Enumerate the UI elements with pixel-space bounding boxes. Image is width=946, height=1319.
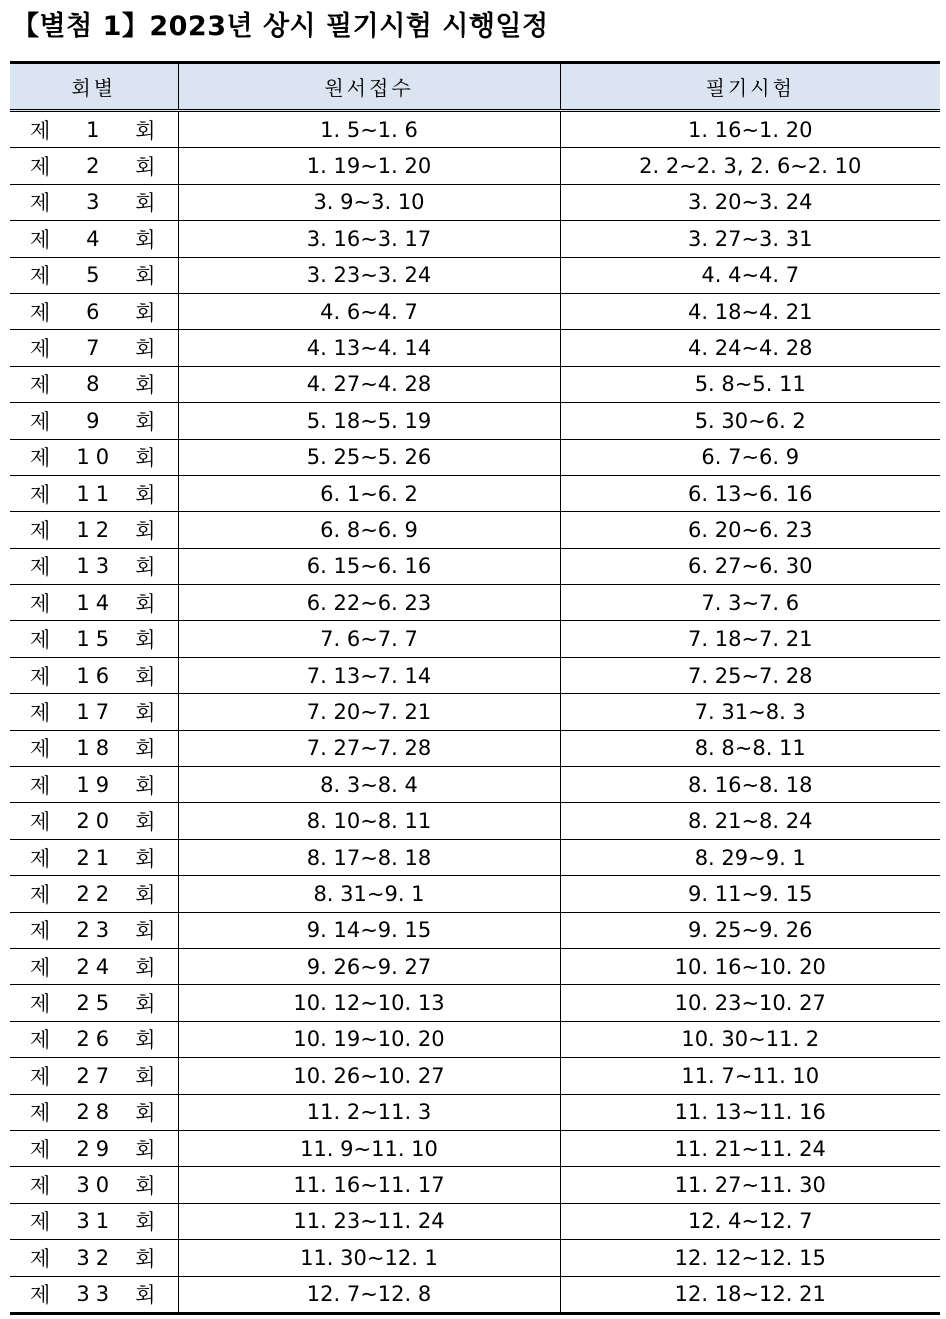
round-prefix: 제 [30, 1101, 51, 1126]
round-suffix: 회 [135, 919, 156, 944]
application-period-cell: 6. 22∼6. 23 [178, 585, 560, 621]
application-period-cell: 3. 9∼3. 10 [178, 184, 560, 220]
round-number: 15 [76, 627, 116, 652]
exam-period-cell: 10. 30∼11. 2 [560, 1021, 940, 1057]
round-cell [10, 403, 178, 439]
round-cell [10, 1058, 178, 1094]
exam-period-cell: 11. 13∼11. 16 [560, 1094, 940, 1130]
round-number: 29 [76, 1136, 116, 1161]
round-cell [10, 1130, 178, 1166]
round-number: 14 [76, 590, 116, 615]
exam-period-cell: 5. 30∼6. 2 [560, 403, 940, 439]
round-prefix: 제 [30, 664, 51, 689]
table-row [10, 184, 940, 220]
round-suffix: 회 [135, 773, 156, 798]
application-period-cell: 7. 6∼7. 7 [178, 621, 560, 657]
round-prefix: 제 [30, 227, 51, 252]
round-prefix: 제 [30, 773, 51, 798]
round-suffix: 회 [135, 337, 156, 362]
round-suffix: 회 [135, 1064, 156, 1089]
application-period-cell: 3. 23∼3. 24 [178, 257, 560, 293]
application-period-cell: 1. 5∼1. 6 [178, 111, 560, 148]
table-row [10, 221, 940, 257]
round-cell [10, 621, 178, 657]
round-suffix: 회 [135, 227, 156, 252]
table-row [10, 876, 940, 912]
application-period-cell: 11. 2∼11. 3 [178, 1094, 560, 1130]
round-suffix: 회 [135, 118, 156, 143]
exam-period-cell: 9. 25∼9. 26 [560, 912, 940, 948]
round-number: 33 [76, 1282, 116, 1307]
round-suffix: 회 [135, 409, 156, 434]
round-prefix: 제 [30, 482, 51, 507]
round-number: 3 [86, 190, 106, 215]
table-row [10, 1094, 940, 1130]
application-period-cell: 4. 27∼4. 28 [178, 366, 560, 402]
round-number: 7 [86, 336, 106, 361]
application-period-cell: 1. 19∼1. 20 [178, 148, 560, 184]
table-row [10, 1276, 940, 1313]
round-number: 17 [76, 699, 116, 724]
round-number: 20 [76, 809, 116, 834]
round-prefix: 제 [30, 846, 51, 871]
exam-period-cell: 5. 8∼5. 11 [560, 366, 940, 402]
table-row [10, 1167, 940, 1203]
exam-period-cell: 1. 16∼1. 20 [560, 111, 940, 148]
application-period-cell: 6. 15∼6. 16 [178, 548, 560, 584]
round-suffix: 회 [135, 700, 156, 725]
table-row [10, 475, 940, 511]
round-cell [10, 1203, 178, 1239]
round-prefix: 제 [30, 1283, 51, 1308]
round-suffix: 회 [135, 664, 156, 689]
round-number: 28 [76, 1100, 116, 1125]
exam-period-cell: 3. 20∼3. 24 [560, 184, 940, 220]
exam-period-cell: 6. 20∼6. 23 [560, 512, 940, 548]
exam-period-cell: 6. 7∼6. 9 [560, 439, 940, 475]
exam-period-cell: 7. 25∼7. 28 [560, 657, 940, 693]
round-prefix: 제 [30, 992, 51, 1017]
application-period-cell: 4. 6∼4. 7 [178, 293, 560, 329]
round-cell [10, 148, 178, 184]
round-prefix: 제 [30, 118, 51, 143]
application-period-cell: 12. 7∼12. 8 [178, 1276, 560, 1313]
application-period-cell: 7. 13∼7. 14 [178, 657, 560, 693]
round-number: 18 [76, 736, 116, 761]
round-cell [10, 475, 178, 511]
round-cell [10, 876, 178, 912]
round-suffix: 회 [135, 1137, 156, 1162]
round-suffix: 회 [135, 1174, 156, 1199]
round-prefix: 제 [30, 955, 51, 980]
round-number: 21 [76, 845, 116, 870]
table-row [10, 1058, 940, 1094]
round-number: 27 [76, 1063, 116, 1088]
table-row [10, 621, 940, 657]
header-exam: 필기시험 [560, 63, 940, 111]
round-suffix: 회 [135, 555, 156, 580]
application-period-cell: 8. 3∼8. 4 [178, 767, 560, 803]
application-period-cell: 9. 14∼9. 15 [178, 912, 560, 948]
round-number: 32 [76, 1245, 116, 1270]
application-period-cell: 8. 10∼8. 11 [178, 803, 560, 839]
round-cell [10, 839, 178, 875]
round-suffix: 회 [135, 628, 156, 653]
exam-period-cell: 4. 24∼4. 28 [560, 330, 940, 366]
round-cell [10, 1021, 178, 1057]
round-prefix: 제 [30, 810, 51, 835]
round-prefix: 제 [30, 300, 51, 325]
exam-period-cell: 7. 31∼8. 3 [560, 694, 940, 730]
exam-period-cell: 8. 21∼8. 24 [560, 803, 940, 839]
round-suffix: 회 [135, 264, 156, 289]
round-prefix: 제 [30, 264, 51, 289]
round-number: 19 [76, 772, 116, 797]
table-row [10, 839, 940, 875]
table-row [10, 548, 940, 584]
round-suffix: 회 [135, 810, 156, 835]
application-period-cell: 5. 25∼5. 26 [178, 439, 560, 475]
exam-period-cell: 6. 27∼6. 30 [560, 548, 940, 584]
round-number: 30 [76, 1173, 116, 1198]
round-suffix: 회 [135, 482, 156, 507]
round-number: 22 [76, 881, 116, 906]
table-row [10, 1240, 940, 1276]
round-suffix: 회 [135, 591, 156, 616]
round-cell [10, 257, 178, 293]
round-prefix: 제 [30, 700, 51, 725]
round-prefix: 제 [30, 628, 51, 653]
application-period-cell: 7. 27∼7. 28 [178, 730, 560, 766]
exam-period-cell: 11. 21∼11. 24 [560, 1130, 940, 1166]
application-period-cell: 11. 23∼11. 24 [178, 1203, 560, 1239]
round-number: 31 [76, 1209, 116, 1234]
round-suffix: 회 [135, 518, 156, 543]
round-suffix: 회 [135, 155, 156, 180]
round-prefix: 제 [30, 1246, 51, 1271]
round-cell [10, 767, 178, 803]
round-prefix: 제 [30, 1210, 51, 1235]
round-suffix: 회 [135, 373, 156, 398]
round-suffix: 회 [135, 955, 156, 980]
round-prefix: 제 [30, 1174, 51, 1199]
round-prefix: 제 [30, 337, 51, 362]
round-number: 12 [76, 517, 116, 542]
round-suffix: 회 [135, 846, 156, 871]
exam-period-cell: 9. 11∼9. 15 [560, 876, 940, 912]
round-suffix: 회 [135, 1283, 156, 1308]
exam-period-cell: 4. 4∼4. 7 [560, 257, 940, 293]
round-suffix: 회 [135, 737, 156, 762]
round-suffix: 회 [135, 1210, 156, 1235]
round-prefix: 제 [30, 591, 51, 616]
exam-period-cell: 2. 2∼2. 3, 2. 6∼2. 10 [560, 148, 940, 184]
round-cell [10, 512, 178, 548]
round-number: 5 [86, 263, 106, 288]
round-suffix: 회 [135, 300, 156, 325]
table-row [10, 439, 940, 475]
table-row [10, 694, 940, 730]
round-prefix: 제 [30, 1137, 51, 1162]
application-period-cell: 6. 1∼6. 2 [178, 475, 560, 511]
table-row [10, 403, 940, 439]
round-cell [10, 330, 178, 366]
exam-period-cell: 12. 4∼12. 7 [560, 1203, 940, 1239]
application-period-cell: 6. 8∼6. 9 [178, 512, 560, 548]
table-row [10, 803, 940, 839]
table-row [10, 730, 940, 766]
schedule-table [10, 61, 940, 1315]
round-cell [10, 657, 178, 693]
header-row [10, 63, 940, 111]
exam-period-cell: 12. 18∼12. 21 [560, 1276, 940, 1313]
round-number: 16 [76, 663, 116, 688]
application-period-cell: 7. 20∼7. 21 [178, 694, 560, 730]
round-number: 26 [76, 1027, 116, 1052]
table-row [10, 585, 940, 621]
application-period-cell: 10. 26∼10. 27 [178, 1058, 560, 1094]
round-prefix: 제 [30, 373, 51, 398]
table-row [10, 1203, 940, 1239]
round-suffix: 회 [135, 1101, 156, 1126]
round-number: 11 [76, 481, 116, 506]
application-period-cell: 8. 31∼9. 1 [178, 876, 560, 912]
table-row [10, 111, 940, 148]
table-row [10, 657, 940, 693]
round-number: 9 [86, 408, 106, 433]
round-cell [10, 111, 178, 148]
round-number: 25 [76, 991, 116, 1016]
application-period-cell: 8. 17∼8. 18 [178, 839, 560, 875]
table-row [10, 948, 940, 984]
table-row [10, 1021, 940, 1057]
round-number: 4 [86, 226, 106, 251]
round-suffix: 회 [135, 1246, 156, 1271]
round-cell [10, 948, 178, 984]
round-cell [10, 585, 178, 621]
page-title: 【별첨 1】2023년 상시 필기시험 시행일정 [12, 11, 549, 42]
round-suffix: 회 [135, 882, 156, 907]
round-suffix: 회 [135, 446, 156, 471]
round-prefix: 제 [30, 555, 51, 580]
application-period-cell: 5. 18∼5. 19 [178, 403, 560, 439]
exam-period-cell: 8. 16∼8. 18 [560, 767, 940, 803]
round-suffix: 회 [135, 992, 156, 1017]
round-cell [10, 293, 178, 329]
round-cell [10, 985, 178, 1021]
round-cell [10, 694, 178, 730]
table-row [10, 148, 940, 184]
exam-period-cell: 11. 7∼11. 10 [560, 1058, 940, 1094]
round-cell [10, 439, 178, 475]
application-period-cell: 11. 30∼12. 1 [178, 1240, 560, 1276]
header-round: 회별 [10, 63, 178, 111]
round-cell [10, 730, 178, 766]
round-suffix: 회 [135, 191, 156, 216]
round-number: 8 [86, 372, 106, 397]
round-number: 10 [76, 445, 116, 470]
table-row [10, 257, 940, 293]
table-row [10, 912, 940, 948]
table-row [10, 767, 940, 803]
round-prefix: 제 [30, 737, 51, 762]
application-period-cell: 3. 16∼3. 17 [178, 221, 560, 257]
exam-period-cell: 11. 27∼11. 30 [560, 1167, 940, 1203]
exam-period-cell: 4. 18∼4. 21 [560, 293, 940, 329]
exam-period-cell: 8. 8∼8. 11 [560, 730, 940, 766]
exam-period-cell: 7. 3∼7. 6 [560, 585, 940, 621]
round-cell [10, 803, 178, 839]
round-cell [10, 1094, 178, 1130]
exam-period-cell: 6. 13∼6. 16 [560, 475, 940, 511]
round-prefix: 제 [30, 155, 51, 180]
round-prefix: 제 [30, 518, 51, 543]
round-cell [10, 1240, 178, 1276]
round-prefix: 제 [30, 882, 51, 907]
application-period-cell: 10. 12∼10. 13 [178, 985, 560, 1021]
exam-period-cell: 8. 29∼9. 1 [560, 839, 940, 875]
exam-period-cell: 7. 18∼7. 21 [560, 621, 940, 657]
application-period-cell: 9. 26∼9. 27 [178, 948, 560, 984]
round-number: 6 [86, 299, 106, 324]
round-prefix: 제 [30, 446, 51, 471]
round-cell [10, 912, 178, 948]
table-row [10, 512, 940, 548]
round-number: 1 [86, 117, 106, 142]
round-number: 13 [76, 554, 116, 579]
exam-period-cell: 3. 27∼3. 31 [560, 221, 940, 257]
round-cell [10, 184, 178, 220]
round-prefix: 제 [30, 409, 51, 434]
exam-period-cell: 10. 23∼10. 27 [560, 985, 940, 1021]
round-suffix: 회 [135, 1028, 156, 1053]
round-cell [10, 1276, 178, 1313]
round-prefix: 제 [30, 919, 51, 944]
round-prefix: 제 [30, 1028, 51, 1053]
application-period-cell: 11. 9∼11. 10 [178, 1130, 560, 1166]
round-prefix: 제 [30, 1064, 51, 1089]
round-cell [10, 548, 178, 584]
round-number: 24 [76, 954, 116, 979]
application-period-cell: 10. 19∼10. 20 [178, 1021, 560, 1057]
round-cell [10, 1167, 178, 1203]
application-period-cell: 4. 13∼4. 14 [178, 330, 560, 366]
exam-period-cell: 12. 12∼12. 15 [560, 1240, 940, 1276]
table-row [10, 366, 940, 402]
table-row [10, 293, 940, 329]
header-application: 원서접수 [178, 63, 560, 111]
round-prefix: 제 [30, 191, 51, 216]
application-period-cell: 11. 16∼11. 17 [178, 1167, 560, 1203]
exam-period-cell: 10. 16∼10. 20 [560, 948, 940, 984]
table-row [10, 1130, 940, 1166]
round-cell [10, 221, 178, 257]
schedule-body [10, 111, 940, 1314]
table-row [10, 330, 940, 366]
table-row [10, 985, 940, 1021]
round-cell [10, 366, 178, 402]
round-number: 2 [86, 154, 106, 179]
round-number: 23 [76, 918, 116, 943]
